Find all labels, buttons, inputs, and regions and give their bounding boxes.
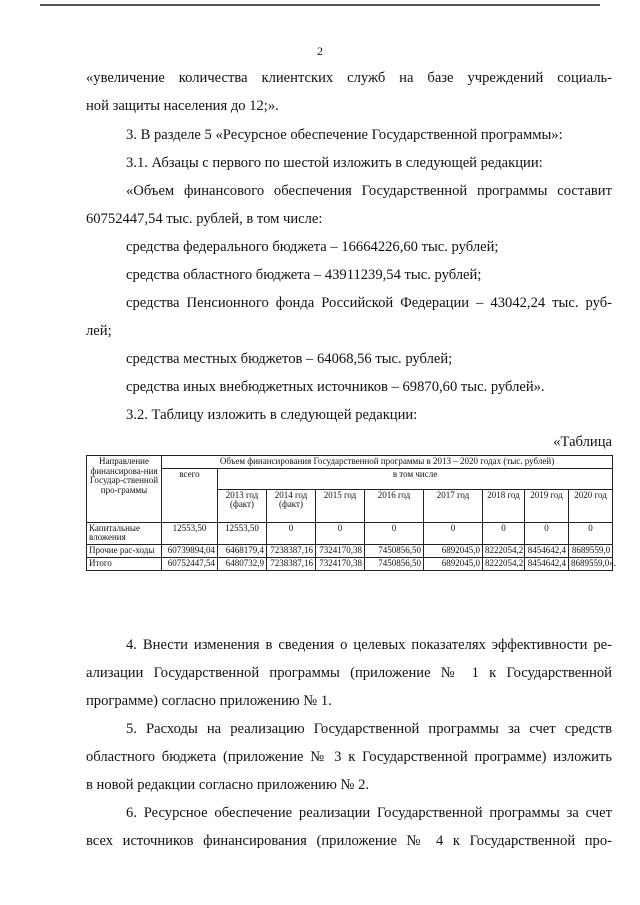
row-value: 7324170,38 [316, 545, 365, 558]
header-year: 2013 год (факт) [218, 489, 267, 522]
table-row [87, 557, 613, 570]
row-total: 60739894,04 [162, 545, 218, 558]
header-year: 2017 год [424, 489, 483, 522]
header-year: 2020 год [569, 489, 613, 522]
text-line: средства Пенсионного фонда Российской Федерации – 43042,24 тыс. руб- [126, 295, 612, 311]
text-line: средства местных бюджетов – 64068,56 тыс. рублей; [126, 351, 453, 367]
table-row [87, 545, 613, 558]
header-year: 2016 год [365, 489, 424, 522]
row-value: 0 [267, 522, 316, 544]
row-name: Прочие рас-ходы [87, 545, 162, 558]
text-line: 4. Внести изменения в сведения о целевых показателях эффективности ре- [126, 637, 612, 653]
header-year: 2019 год [525, 489, 569, 522]
text-line: средства областного бюджета – 43911239,54 тыс. рублей; [126, 267, 482, 283]
text-line: «увеличение количества клиентских служб на базе учреждений социаль- [86, 70, 612, 86]
row-value: 8454642,4 [525, 557, 569, 570]
row-value: 12553,50 [218, 522, 267, 544]
header-year: 2015 год [316, 489, 365, 522]
header-year: 2014 год (факт) [267, 489, 316, 522]
text-line: в новой редакции согласно приложению № 2. [86, 777, 370, 793]
text-line: 60752447,54 тыс. рублей, в том числе: [86, 211, 323, 227]
text-line: средства иных внебюджетных источников – 69870,60 тыс. рублей». [126, 379, 545, 395]
row-value: 0 [424, 522, 483, 544]
text-line: программе) согласно приложению № 1. [86, 693, 332, 709]
row-value: 7450856,50 [365, 557, 424, 570]
row-value: 8222054,2 [483, 545, 525, 558]
row-value: 6892045,0 [424, 545, 483, 558]
row-value: 8689559,0». [569, 557, 613, 570]
row-value: 0 [483, 522, 525, 544]
text-line: всех источников финансирования (приложение № 4 к Государственной про- [86, 833, 612, 849]
row-value: 7324170,38 [316, 557, 365, 570]
header-total: всего [162, 468, 218, 522]
row-value: 0 [569, 522, 613, 544]
row-value: 0 [525, 522, 569, 544]
row-total: 60752447,54 [162, 557, 218, 570]
row-value: 8689559,0 [569, 545, 613, 558]
row-value: 7238387,16 [267, 545, 316, 558]
text-line: 3.2. Таблицу изложить в следующей редакции: [126, 407, 418, 423]
text-line: 3. В разделе 5 «Ресурсное обеспечение Государственной программы»: [126, 127, 563, 143]
row-value: 6892045,0 [424, 557, 483, 570]
row-name: Итого [87, 557, 162, 570]
text-line: «Объем финансового обеспечения Государственной программы составит [126, 183, 612, 199]
row-value: 0 [365, 522, 424, 544]
text-line: 3.1. Абзацы с первого по шестой изложить в следующей редакции: [126, 155, 543, 171]
text-line: ной защиты населения до 12;». [86, 98, 279, 114]
row-total: 12553,50 [162, 522, 218, 544]
text-line: лей; [86, 323, 112, 339]
header-year: 2018 год [483, 489, 525, 522]
row-value: 0 [316, 522, 365, 544]
row-value: 6480732,9 [218, 557, 267, 570]
row-value: 8454642,4 [525, 545, 569, 558]
table-caption: «Таблица [553, 434, 612, 450]
page-number: 2 [317, 44, 323, 58]
top-scan-edge [40, 4, 600, 6]
row-value: 7450856,50 [365, 545, 424, 558]
row-name: Капитальные вложения [87, 522, 162, 544]
financing-table [86, 455, 616, 571]
header-direction: Направление финансирова-ния Государ-ственной про-граммы [87, 456, 162, 523]
text-line: 5. Расходы на реализацию Государственной программы за счет средств [126, 721, 612, 737]
row-value: 8222054,2 [483, 557, 525, 570]
text-line: 6. Ресурсное обеспечение реализации Государственной программы за счет [126, 805, 612, 821]
row-value: 6468179,4 [218, 545, 267, 558]
header-including: в том числе [218, 468, 613, 489]
text-line: ализации Государственной программы (приложение № 1 к Государственной [86, 665, 612, 681]
table-row [87, 522, 613, 544]
row-value: 7238387,16 [267, 557, 316, 570]
text-line: средства федерального бюджета – 16664226,60 тыс. рублей; [126, 239, 499, 255]
text-line: областного бюджета (приложение № 3 к Государственной программе) изложить [86, 749, 612, 765]
header-volume: Объем финансирования Государственной программы в 2013 – 2020 годах (тыс. рублей) [162, 456, 613, 469]
